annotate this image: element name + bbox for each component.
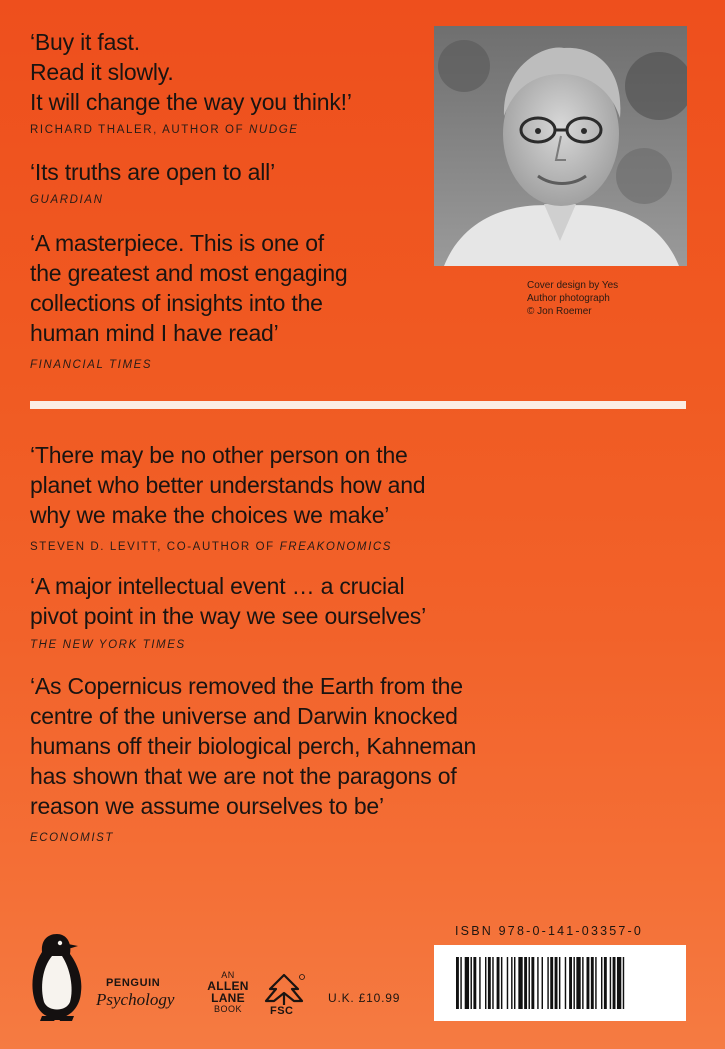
fsc-label: FSC [270, 1005, 294, 1017]
quote-line: collections of insights into the [30, 290, 323, 316]
attribution-economist: ECONOMIST [30, 832, 115, 844]
quote-thaler [30, 27, 352, 117]
penguin-logo-icon [28, 932, 86, 1022]
publisher-name: PENGUIN [106, 977, 161, 989]
quote-line: humans off their biological perch, Kahneman [30, 733, 477, 759]
quote-line: ‘There may be no other person on the [30, 442, 408, 468]
quote-line: centre of the universe and Darwin knocked [30, 703, 458, 729]
quote-line: the greatest and most engaging [30, 260, 348, 286]
quote-line: pivot point in the way we see ourselves’ [30, 603, 426, 629]
penguin-logo [28, 932, 86, 1022]
author-photo [434, 26, 687, 266]
quote-economist [30, 671, 476, 821]
series-name: Psychology [96, 990, 175, 1009]
barcode [434, 945, 686, 1021]
attribution-nyt: THE NEW YORK TIMES [30, 639, 186, 651]
quote-nyt [30, 571, 426, 631]
quote-line: ‘As Copernicus removed the Earth from the [30, 673, 463, 699]
quote-line: ‘A masterpiece. This is one of [30, 230, 324, 256]
quote-line: reason we assume ourselves to be’ [30, 793, 384, 819]
attribution-guardian: GUARDIAN [30, 194, 104, 206]
allen-lane-mark: AN ALLEN LANE BOOK [207, 970, 249, 1014]
quote-line: ‘A major intellectual event … a crucial [30, 573, 405, 599]
quote-line: has shown that we are not the paragons of [30, 763, 457, 789]
attribution-levitt: STEVEN D. LEVITT, CO-AUTHOR OF FREAKONOMICS [30, 541, 393, 553]
quote-financial-times [30, 228, 348, 348]
imprint-penguin-psychology [96, 977, 174, 1010]
price: U.K. £10.99 [328, 991, 401, 1005]
credit-line: Cover design by Yes [527, 280, 619, 291]
author-photo-icon [434, 26, 687, 266]
quote-guardian [30, 157, 275, 187]
fsc-logo [262, 973, 306, 1019]
quote-line: Read it slowly. [30, 59, 174, 85]
credit-line: Author photograph [527, 293, 610, 304]
quote-line: ‘Buy it fast. [30, 29, 140, 55]
isbn: ISBN 978-0-141-03357-0 [455, 924, 644, 938]
barcode-icon [434, 945, 686, 1021]
attribution-financial-times: FINANCIAL TIMES [30, 359, 153, 371]
quote-line: ‘Its truths are open to all’ [30, 159, 275, 185]
quote-line: why we make the choices we make’ [30, 502, 390, 528]
divider-bar [30, 401, 686, 409]
attribution-thaler: RICHARD THALER, AUTHOR OF NUDGE [30, 124, 299, 136]
quote-line: human mind I have read’ [30, 320, 279, 346]
quote-line: planet who better understands how and [30, 472, 426, 498]
credit-line: © Jon Roemer [527, 306, 592, 317]
quote-line: It will change the way you think!’ [30, 89, 352, 115]
quote-levitt [30, 440, 425, 530]
cover-credits [527, 279, 618, 318]
